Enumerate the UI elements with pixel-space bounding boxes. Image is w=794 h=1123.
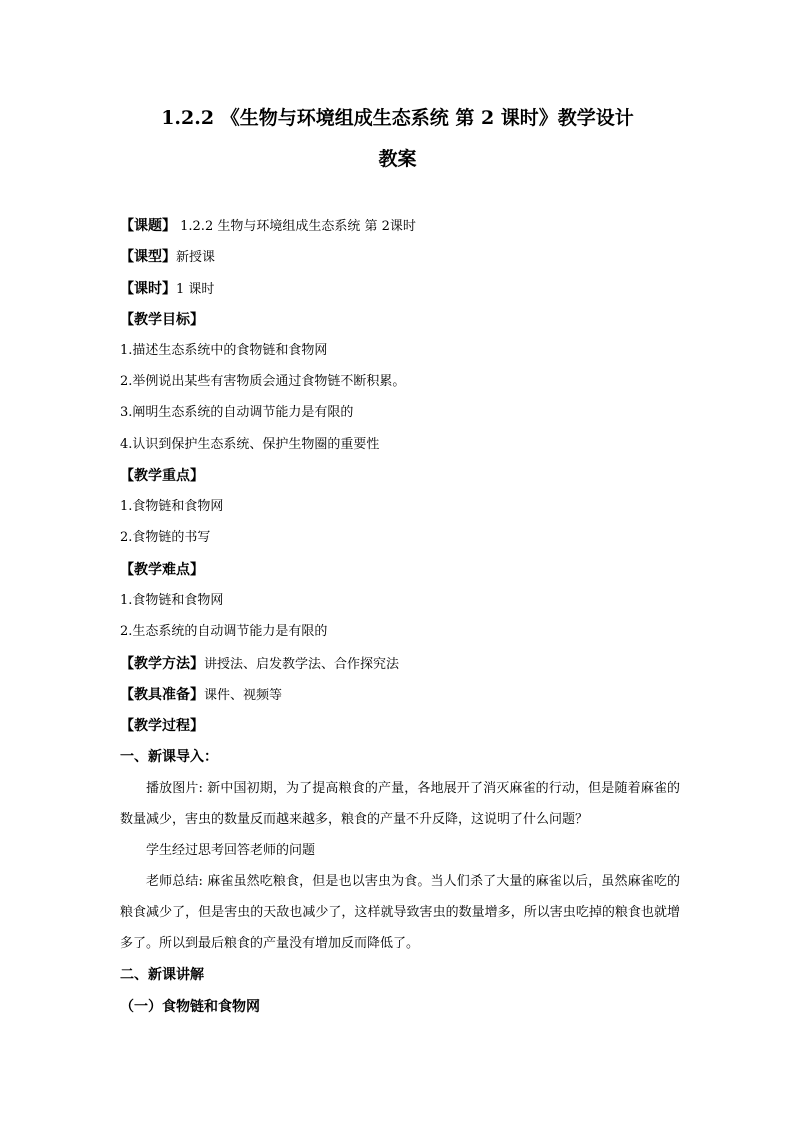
- tools-label: 【教具准备】: [120, 687, 204, 703]
- section2-heading: 二、新课讲解: [120, 967, 204, 983]
- methods-row: [120, 655, 399, 674]
- key-heading: 【教学重点】: [120, 468, 204, 484]
- goals-heading: 【教学目标】: [120, 312, 204, 328]
- difficult-heading: 【教学难点】: [120, 562, 204, 578]
- hours-row: [120, 280, 214, 299]
- section1-heading: 一、新课导入：: [120, 749, 218, 765]
- type-value: 新授课: [176, 250, 216, 265]
- doc-title: 1.2.2 《生物与环境组成生态系统 第 2 课时》教学设计: [161, 107, 634, 129]
- intro-paragraph: 播放图片: 新中国初期，为了提高粮食的产量，各地展开了消灭麻雀的行动，但是随着麻雀的数量减少，害虫的数量反而越来越多，粮食的产量不升反降，这说明了什么问题？: [120, 781, 680, 827]
- type-label: 【课型】: [120, 249, 176, 265]
- goal-item: 4.认识到保护生态系统、保护生物圈的重要性: [120, 437, 380, 452]
- key-item: 2.食物链的书写: [120, 530, 211, 545]
- goal-item: 1.描述生态系统中的食物链和食物网: [120, 343, 328, 358]
- topic-row: [120, 217, 416, 236]
- process-heading: 【教学过程】: [120, 718, 204, 734]
- goal-item: 2.举例说出某些有害物质会通过食物链不断积累。: [120, 374, 406, 389]
- key-item: 1.食物链和食物网: [120, 499, 224, 514]
- hours-label: 【课时】: [120, 281, 176, 297]
- topic-label: 【课题】: [120, 218, 176, 234]
- subsection1-heading: （一）食物链和食物网: [120, 999, 260, 1015]
- tools-row: [120, 686, 282, 705]
- methods-label: 【教学方法】: [120, 656, 204, 672]
- student-paragraph: 学生经过思考回答老师的问题: [146, 843, 316, 858]
- goal-item: 3.阐明生态系统的自动调节能力是有限的: [120, 405, 354, 420]
- summary-paragraph: 老师总结: 麻雀虽然吃粮食，但是也以害虫为食。当人们杀了大量的麻雀以后，虽然麻雀吃的粮食减少了，但是害虫的天敌也减少了，这样就导致害虫的数量增多，所以害虫吃掉的粮食也就增多了。所以到最后粮食的产量没有增加反而降低了。: [120, 874, 680, 951]
- tools-value: 课件、视频等: [204, 688, 283, 703]
- topic-value: 1.2.2 生物与环境组成生态系统 第 2课时: [176, 219, 416, 234]
- type-row: [120, 248, 215, 267]
- difficult-item: 2.生态系统的自动调节能力是有限的: [120, 624, 328, 639]
- difficult-item: 1.食物链和食物网: [120, 593, 224, 608]
- methods-value: 讲授法、启发教学法、合作探究法: [204, 657, 400, 672]
- hours-value: 1 课时: [176, 282, 215, 297]
- doc-subtitle: 教案: [378, 148, 417, 170]
